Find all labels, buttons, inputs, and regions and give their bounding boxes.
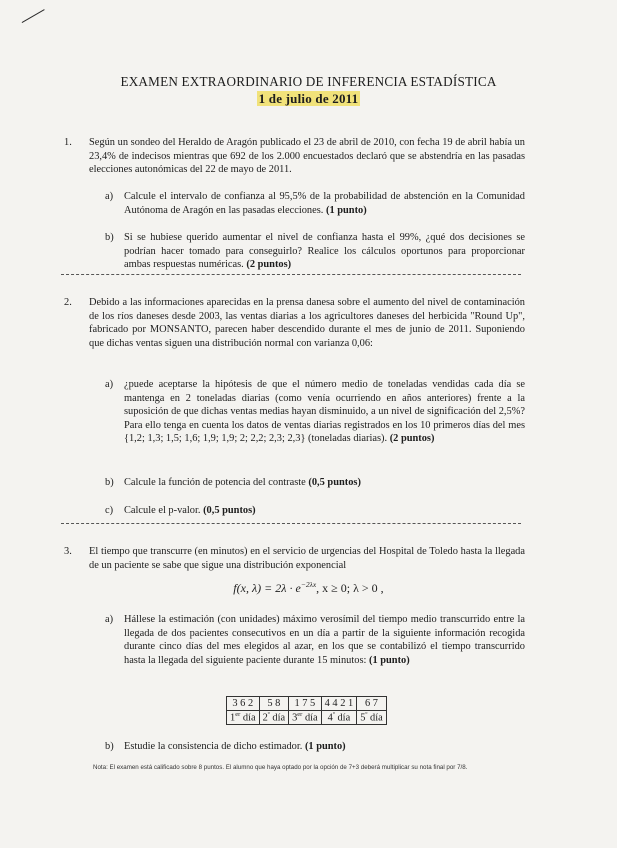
table-row [227,711,387,725]
q2b-text: Calcule la función de potencia del contraste (0,5 puntos) [124,477,361,488]
table-cell: 1er día [227,711,260,725]
q3-text: El tiempo que transcurre (en minutos) en el servicio de urgencias del Hospital de Toledo hasta la llegada de un paciente se sabe que sigue una distribución exponencial [89,546,525,571]
q3a-text: Hállese la estimación (con unidades) máximo verosímil del tiempo medio transcurrido entre la llegada de dos pacientes consecutivos en un día a partir de la siguiente información recogida durante cinco días del mes elegidos al azar, en los que se contabilizó el tiempo transcurrido hasta la llegada del siguiente paciente durante 15 minutos: (1 punto) [124,614,525,666]
q2-number: 2. [64,297,72,308]
q2a-letter: a) [105,379,114,390]
table-row [227,697,387,711]
q3b-letter: b) [105,741,114,752]
table-cell: $5^º$ día [357,711,387,725]
q2a-text: ¿puede aceptarse la hipótesis de que el número medio de toneladas vendidas cada día se mantenga en 2 toneladas diarias (como venía ocurriendo en años anteriores) frente a la suposición de que dichas ventas medias hayan disminuido, a un nivel de significación del 2,5%? Para ello tenga en cuenta los datos de ventas diarias registrados en los 10 primeros días del mes {1,2; 1,3; 1,5; 1,6; 1,9; 1,9; 2; 2,2; 2,3; 2,3} (toneladas diarias). (2 puntos) [124,379,525,445]
table-cell: 6 7 [357,697,387,711]
q3b-text: Estudie la consistencia de dicho estimador. (1 punto) [124,741,346,752]
q3-number: 3. [64,546,72,557]
exam-date: 1 de julio de 2011 [258,91,359,106]
pen-mark [22,9,45,23]
q1-text: Según un sondeo del Heraldo de Aragón publicado el 23 de abril de 2010, con fecha 19 de abril había un 23,4% de indecisos mientras que 692 de los 2.000 encuestados declaró que se abstendría en las pasadas elecciones autonómicas del 22 de mayo de 2011. [89,137,525,176]
q2b-letter: b) [105,477,114,488]
q1-number: 1. [64,137,72,148]
q2c-letter: c) [105,505,114,516]
table-cell: $2^º$ día [259,711,289,725]
table-cell: 4 4 2 1 [321,697,357,711]
table-cell: $4^º$ día [321,711,357,725]
q2-text: Debido a las informaciones aparecidas en la prensa danesa sobre el aumento del nivel de contaminación de los ríos daneses desde 2003, las ventas diarias a los agricultores daneses del herbicida "Round Up", fabricado por MONSANTO, parecen haber descendido durante el mes de junio de 2011. Suponiendo que dichas ventas siguen una distribución normal con varianza 0,06: [89,297,525,349]
exam-title: EXAMEN EXTRAORDINARIO DE INFERENCIA ESTADÍSTICA [120,74,497,89]
table-cell: 3er día [289,711,322,725]
exponential-formula: f(x, $\lambda) = 2\lambda \cdot e^{-2\lambda x}$, x ≥ 0; λ > 0 , [233,580,384,595]
q2c-text: Calcule el p-valor. (0,5 puntos) [124,505,256,516]
grading-note: Nota: El examen está calificado sobre 8 puntos. El alumno que haya optado por la opción de 7+3 deberá multiplicar su nota final por 7/8. [93,764,468,771]
q1b-letter: b) [105,232,114,243]
table-cell: 1 7 5 [289,697,322,711]
q1a-text: Calcule el intervalo de confianza al 95,5% de la probabilidad de abstención en la Comunidad Autónoma de Aragón en las pasadas elecciones. (1 punto) [124,191,525,216]
waiting-times-table [226,696,387,725]
q1a-letter: a) [105,191,114,202]
divider [61,523,521,524]
divider [61,274,521,275]
q3a-letter: a) [105,614,114,625]
table-cell: 5 8 [259,697,289,711]
table-cell: 3 6 2 [227,697,260,711]
q1b-text: Si se hubiese querido aumentar el nivel de confianza hasta el 99%, ¿qué dos decisiones se podrían hacer tomado para conseguirlo? Realice los cálculos oportunos para proporcionar ambas respuestas numéricas. (2 puntos) [124,232,525,271]
